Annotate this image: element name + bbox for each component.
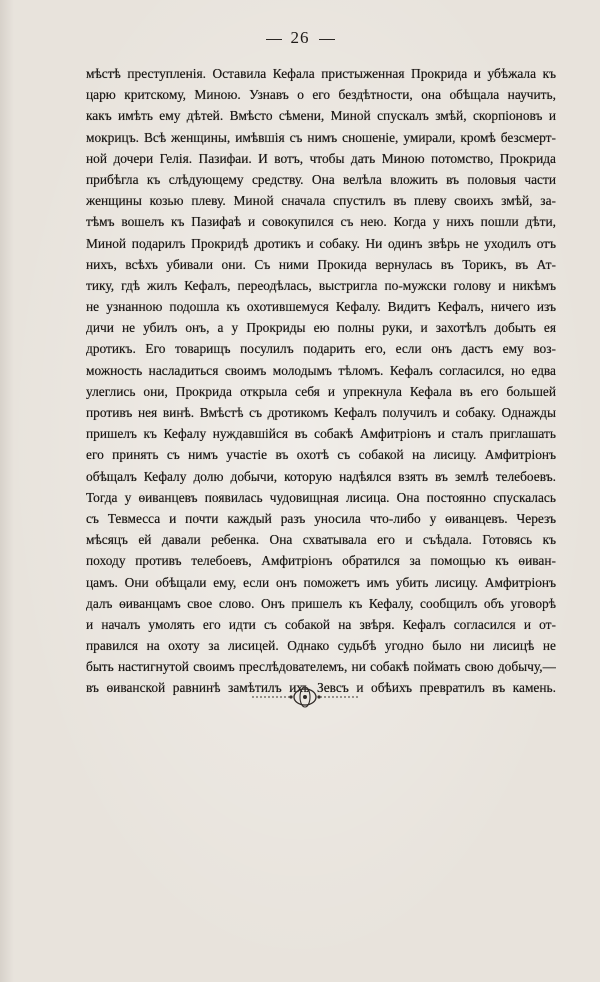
text-line: Миной подарилъ Прокридѣ дротикъ и собаку. Ни одинъ звѣрь не уходилъ отъ: [86, 235, 556, 251]
text-line: не узнанною подошла къ охотившемуся Кефалу. Видитъ Кефалъ, ничего изъ: [86, 299, 556, 315]
text-line: мокрицъ. Всѣ женщины, имѣвшія съ нимъ сношеніе, умирали, кромѣ безсмерт-: [86, 129, 556, 145]
text-line: цамъ. Они обѣщали ему, если онъ поможетъ имъ убить лисицу. Амфитріонъ: [86, 574, 556, 590]
text-line: быть настигнутой своимъ преслѣдователемъ, ни собакѣ поймать свою добычу,—: [86, 659, 556, 675]
text-line: и началъ умолять его идти съ собакой на звѣря. Кефалъ согласился и от-: [86, 616, 556, 632]
text-line: дротикъ. Его товарищъ посулилъ подарить его, если онъ дастъ ему воз-: [86, 341, 556, 357]
text-line: правился на охоту за лисицей. Однако судьбѣ угодно было ни лисицѣ не: [86, 638, 556, 654]
text-line: царю критскому, Миною. Узнавъ о его бездѣтности, она обѣщала научить,: [86, 87, 556, 103]
page-number-header: [0, 28, 600, 48]
text-line: противъ нея винѣ. Вмѣстѣ съ дротикомъ Кефалъ получилъ и собаку. Однажды: [86, 405, 556, 420]
text-line: женщины козью плеву. Миной сначала спустилъ въ плеву своихъ змѣй, за-: [86, 193, 556, 209]
text-line: прибѣгла къ слѣдующему средству. Она велѣла вложить въ половыя части: [86, 171, 556, 187]
text-line: улеглись они, Прокрида открыла себя и упрекнула Кефала въ его большей: [86, 383, 556, 399]
text-line: какъ имѣть ему дѣтей. Вмѣсто сѣмени, Миной спускалъ змѣй, скорпіоновъ и: [86, 108, 556, 124]
text-line: пришелъ къ Кефалу нуждавшійся въ собакѣ Амфитріонъ и сталъ приглашать: [86, 426, 556, 442]
text-line: нихъ, всѣхъ убивали они. Съ ними Прокида вернулась въ Торикъ, въ Ат-: [86, 256, 556, 272]
text-line: тику, гдѣ жилъ Кефалъ, переодѣлась, выстригла по-мужски голову и никѣмъ: [86, 277, 556, 293]
page-edge-shadow: [0, 0, 14, 982]
header-dash-left: [266, 39, 282, 40]
text-line: дичи не убилъ онъ, а у Прокриды ею полны руки, и захотѣлъ добыть ея: [86, 320, 556, 336]
text-line: съ Тевмесса и почти каждый разъ уносила что-либо у ѳиванцевъ. Черезъ: [86, 510, 556, 526]
text-line: тѣмъ вошелъ къ Пазифаѣ и совокупился съ нею. Когда у нихъ пошли дѣти,: [86, 214, 556, 230]
body-text: [86, 63, 556, 699]
text-line: мѣстѣ преступленія. Оставила Кефала пристыженная Прокрида и убѣжала къ: [86, 66, 556, 81]
text-line: далъ ѳиванцамъ свое слово. Онъ пришелъ къ Кефалу, сообщилъ объ уговорѣ: [86, 595, 556, 611]
text-line: мѣсяцъ ей давали ребенка. Она схватывала его и съѣдала. Готовясь къ: [86, 532, 556, 548]
text-line: его принять съ нимъ участіе въ охотѣ съ собакой на лисицу. Амфитріонъ: [86, 447, 556, 463]
text-line: въ ѳиванской равнинѣ замѣтилъ ихъ Зевсъ и обѣихъ превратилъ въ камень.: [86, 680, 556, 696]
text-line: Тогда у ѳиванцевъ появилась чудовищная лисица. Она постоянно спускалась: [86, 489, 556, 505]
text-line: обѣщалъ Кефалу долю добычи, которую надѣялся взять въ землѣ телебоевъ.: [86, 468, 556, 484]
header-dash-right: [319, 39, 335, 40]
text-line: походу противъ телебоевъ, Амфитріонъ обратился за помощью къ ѳиван-: [86, 553, 556, 569]
text-line: ной дочери Гелія. Пазифаи. И вотъ, чтобы дать Миною потомство, Прокрида: [86, 150, 556, 166]
ornament-divider-icon: [250, 684, 360, 710]
page-number: 26: [290, 28, 310, 47]
text-line: можность насладиться своимъ молодымъ тѣломъ. Кефалъ согласился, но едва: [86, 362, 556, 378]
